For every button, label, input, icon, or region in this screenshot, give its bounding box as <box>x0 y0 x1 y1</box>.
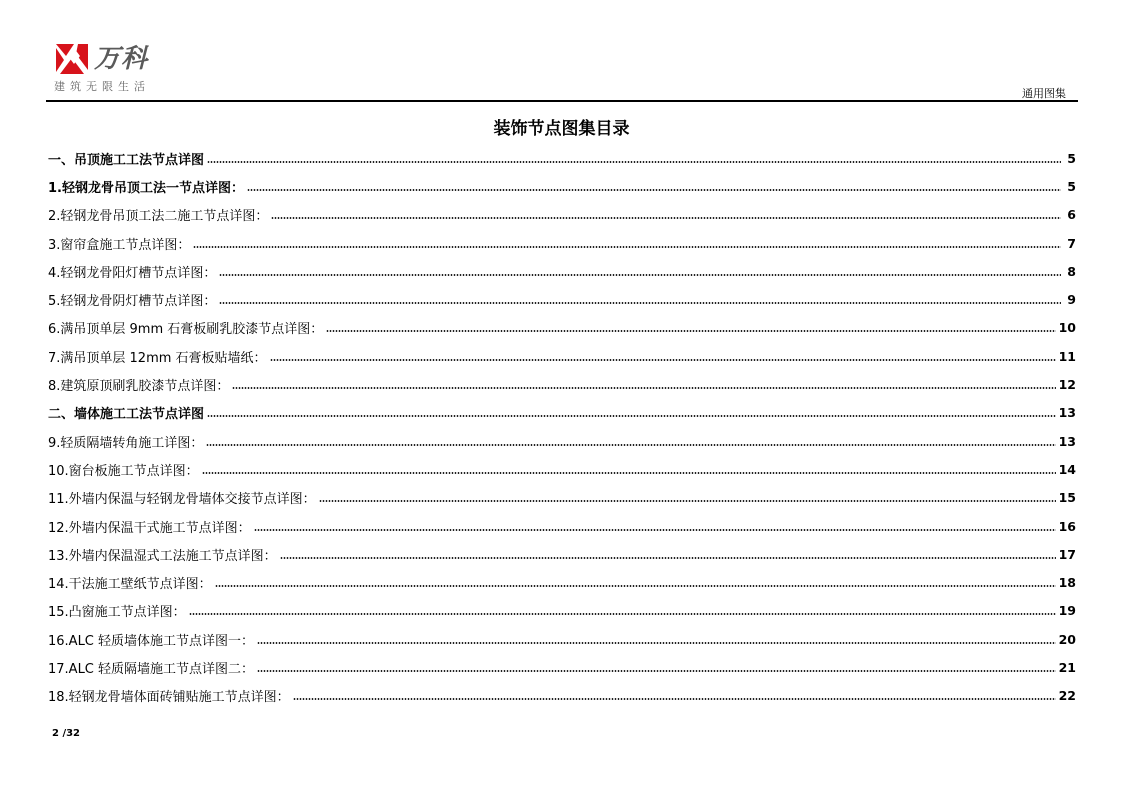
toc-entry-label: 3.窗帘盒施工节点详图： <box>48 237 191 253</box>
dot-leader <box>189 613 1056 615</box>
toc-entry-label: 4.轻钢龙骨阳灯槽节点详图： <box>48 265 217 281</box>
dot-leader <box>280 557 1056 559</box>
toc-entry-page-number: 7 <box>1067 235 1076 251</box>
toc-entry[interactable] <box>48 370 1076 398</box>
toc-entry-label: 8.建筑原顶刷乳胶漆节点详图： <box>48 379 230 395</box>
toc-entry-page-number: 18 <box>1058 575 1076 591</box>
toc-entry-label: 2.轻钢龙骨吊顶工法二施工节点详图： <box>48 209 269 225</box>
dot-leader <box>271 217 1061 219</box>
toc-entry-page-number: 6 <box>1067 207 1076 223</box>
dot-leader <box>232 387 1055 389</box>
toc-entry[interactable] <box>48 172 1076 200</box>
toc-entry-page-number: 15 <box>1058 490 1076 506</box>
toc-entry[interactable] <box>48 597 1076 625</box>
dot-leader <box>219 302 1061 304</box>
toc-entry[interactable] <box>48 653 1076 681</box>
toc-entry[interactable] <box>48 201 1076 229</box>
toc-entry-page-number: 13 <box>1058 405 1076 421</box>
brand-name: 万科 <box>94 44 149 74</box>
toc-entry-label: 11.外墙内保温与轻钢龙骨墙体交接节点详图： <box>48 492 316 508</box>
brand-slogan: 建筑无限生活 <box>54 80 150 93</box>
dot-leader <box>215 585 1056 587</box>
dot-leader <box>207 415 1056 417</box>
toc-entry-label: 7.满吊顶单层 12mm 石膏板贴墙纸： <box>48 350 267 366</box>
toc-entry[interactable] <box>48 399 1076 427</box>
dot-leader <box>270 359 1056 361</box>
toc-entry-page-number: 13 <box>1058 433 1076 449</box>
page-indicator: 2 /32 <box>52 728 81 739</box>
toc-entry-label: 5.轻钢龙骨阴灯槽节点详图： <box>48 294 217 310</box>
toc-entry[interactable] <box>48 342 1076 370</box>
toc-entry-label: 17.ALC 轻质隔墙施工节点详图二： <box>48 661 255 677</box>
dot-leader <box>254 529 1056 531</box>
toc-entry-page-number: 19 <box>1058 603 1076 619</box>
toc-entry-label: 二、墙体施工工法节点详图 <box>48 407 205 423</box>
dot-leader <box>193 246 1061 248</box>
toc-entry-page-number: 8 <box>1067 263 1076 279</box>
toc-entry[interactable] <box>48 314 1076 342</box>
toc-entry-page-number: 17 <box>1058 546 1076 562</box>
toc-entry[interactable] <box>48 455 1076 483</box>
toc-entry-page-number: 5 <box>1067 150 1076 166</box>
toc-entry-page-number: 14 <box>1058 461 1076 477</box>
dot-leader <box>247 189 1061 191</box>
header-series-label: 通用图集 <box>1022 87 1066 100</box>
toc-entry-label: 15.凸窗施工节点详图： <box>48 605 186 621</box>
toc-entry-page-number: 21 <box>1058 659 1076 675</box>
vanke-logo-icon <box>54 42 90 76</box>
toc-entry-page-number: 5 <box>1067 178 1076 194</box>
table-of-contents <box>48 144 1076 710</box>
toc-entry[interactable] <box>48 257 1076 285</box>
toc-entry-label: 6.满吊顶单层 9mm 石膏板刷乳胶漆节点详图： <box>48 322 324 338</box>
dot-leader <box>326 330 1055 332</box>
page-title: 装饰节点图集目录 <box>493 119 630 139</box>
toc-entry[interactable] <box>48 427 1076 455</box>
toc-entry-page-number: 9 <box>1067 292 1076 308</box>
toc-entry[interactable] <box>48 229 1076 257</box>
toc-entry-page-number: 22 <box>1058 688 1076 704</box>
dot-leader <box>206 444 1055 446</box>
toc-entry-page-number: 12 <box>1058 377 1076 393</box>
toc-entry-label: 一、吊顶施工工法节点详图 <box>48 152 205 168</box>
header-divider <box>46 100 1078 102</box>
dot-leader <box>202 472 1056 474</box>
dot-leader <box>293 698 1056 700</box>
toc-entry-label: 13.外墙内保温湿式工法施工节点详图： <box>48 548 277 564</box>
toc-entry[interactable] <box>48 512 1076 540</box>
toc-entry[interactable] <box>48 144 1076 172</box>
toc-entry-label: 1.轻钢龙骨吊顶工法一节点详图： <box>48 180 244 196</box>
dot-leader <box>257 670 1056 672</box>
toc-entry-label: 14.干法施工壁纸节点详图： <box>48 577 212 593</box>
brand-logo <box>54 42 150 94</box>
toc-entry-label: 9.轻质隔墙转角施工详图： <box>48 435 204 451</box>
dot-leader <box>257 642 1056 644</box>
toc-entry-label: 18.轻钢龙骨墙体面砖铺贴施工节点详图： <box>48 690 290 706</box>
toc-entry[interactable] <box>48 484 1076 512</box>
toc-entry-label: 10.窗台板施工节点详图： <box>48 463 199 479</box>
toc-entry[interactable] <box>48 540 1076 568</box>
toc-entry[interactable] <box>48 682 1076 710</box>
dot-leader <box>219 274 1061 276</box>
toc-entry-page-number: 10 <box>1058 320 1076 336</box>
toc-entry[interactable] <box>48 285 1076 313</box>
toc-entry[interactable] <box>48 625 1076 653</box>
toc-entry-page-number: 20 <box>1058 631 1076 647</box>
toc-entry-page-number: 16 <box>1058 518 1076 534</box>
dot-leader <box>319 500 1056 502</box>
toc-entry-page-number: 11 <box>1058 348 1076 364</box>
toc-entry-label: 12.外墙内保温干式施工节点详图： <box>48 520 251 536</box>
dot-leader <box>207 161 1061 163</box>
toc-entry[interactable] <box>48 568 1076 596</box>
toc-entry-label: 16.ALC 轻质墙体施工节点详图一： <box>48 633 255 649</box>
